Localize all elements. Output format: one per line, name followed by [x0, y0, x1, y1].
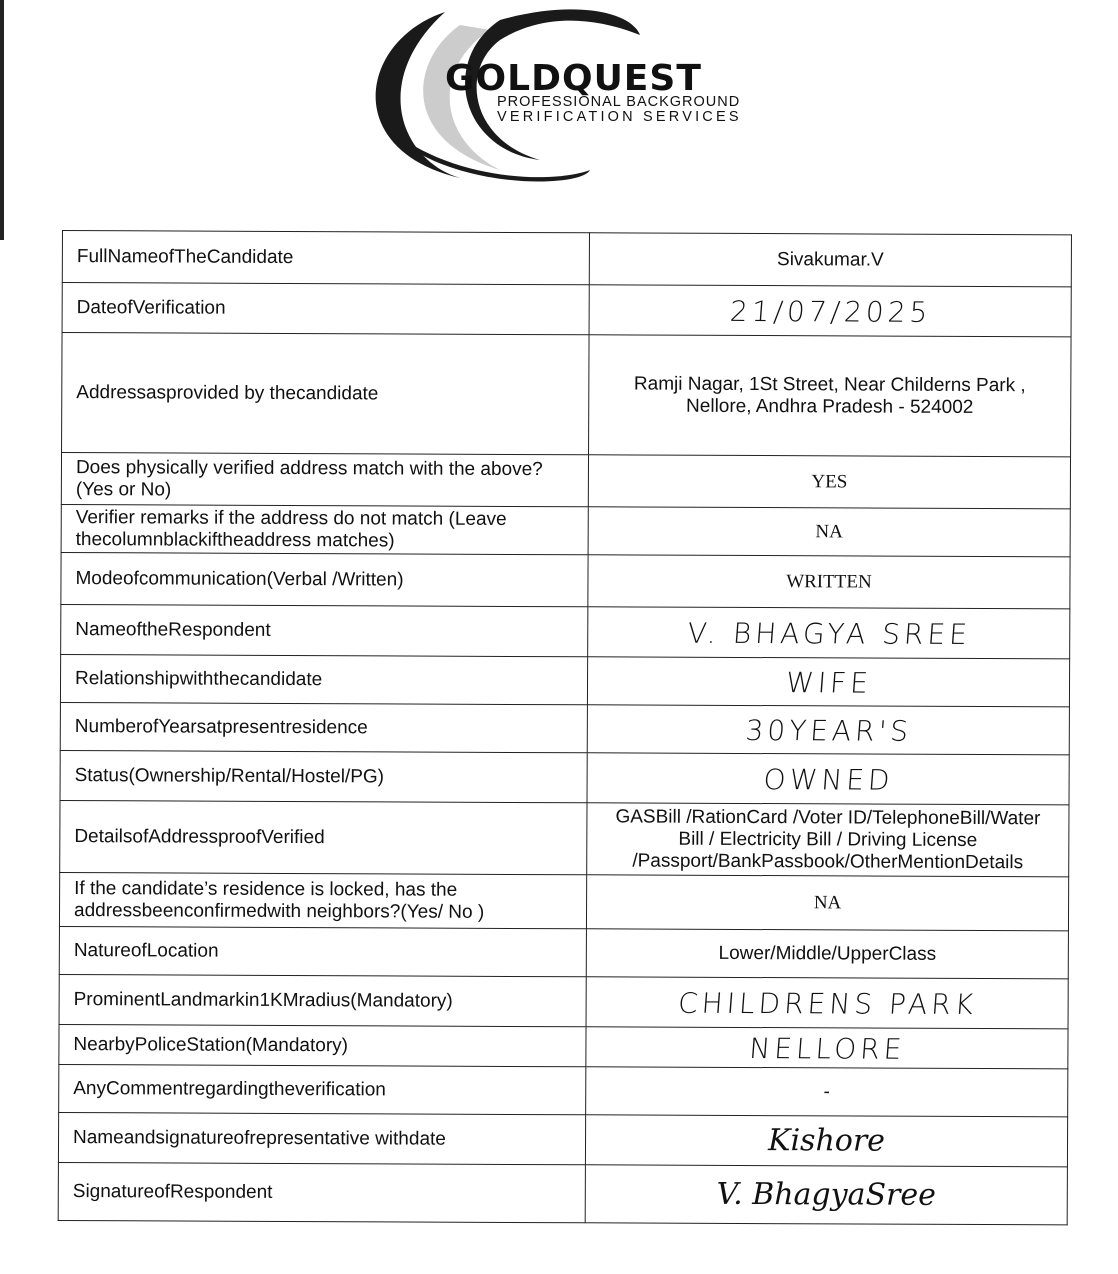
- field-value: -: [586, 1067, 1068, 1117]
- representative-signature: Kishore: [585, 1115, 1067, 1167]
- logo-tagline: VERIFICATION SERVICES: [497, 109, 742, 125]
- field-value: NA: [586, 875, 1068, 931]
- respondent-signature: V. BhagyaSree: [585, 1165, 1067, 1225]
- table-row: [59, 974, 1068, 1028]
- field-value: OWNED: [585, 753, 1071, 805]
- field-label: SignatureofRespondent: [58, 1162, 585, 1222]
- table-row: [62, 333, 1072, 457]
- field-label: NameoftheRespondent: [61, 604, 588, 656]
- table-row: [60, 800, 1069, 876]
- field-label: If the candidate’s residence is locked, has the addressbeenconfirmedwith neighbors?(Yes/ No ): [59, 872, 586, 928]
- field-label: Modeofcommunication(Verbal /Written): [61, 552, 588, 606]
- field-value: V. BHAGYA SREE: [586, 607, 1072, 659]
- table-row: [61, 604, 1070, 658]
- field-value: Sivakumar.V: [589, 233, 1071, 287]
- logo-brand: GOLDQUEST: [445, 58, 702, 99]
- goldquest-logo: [350, 0, 800, 190]
- table-row: [58, 1112, 1067, 1166]
- field-label: Nameandsignatureofrepresentative withdate: [58, 1112, 585, 1164]
- field-label: AnyCommentregardingtheverification: [59, 1064, 586, 1114]
- field-label: NatureofLocation: [59, 926, 586, 976]
- table-row: [59, 1024, 1068, 1068]
- field-value: 30YEAR'S: [586, 705, 1072, 755]
- table-row: [58, 1162, 1067, 1224]
- field-label: Relationshipwiththecandidate: [60, 654, 587, 704]
- field-value: NELLORE: [584, 1027, 1069, 1069]
- table-row: [61, 453, 1070, 509]
- field-label: ProminentLandmarkin1KMradius(Mandatory): [59, 974, 586, 1026]
- table-row: [59, 1064, 1068, 1116]
- field-value: Lower/Middle/UpperClass: [586, 929, 1068, 979]
- table-row: [61, 504, 1070, 556]
- field-label: Status(Ownership/Rental/Hostel/PG): [60, 750, 587, 802]
- field-label: Addressasprovided by thecandidate: [62, 333, 590, 455]
- field-label: DateofVerification: [62, 283, 589, 335]
- table-row: [59, 872, 1068, 930]
- table-row: [61, 552, 1070, 608]
- field-label: DetailsofAddressproofVerified: [60, 800, 587, 874]
- field-label: FullNameofTheCandidate: [62, 231, 589, 285]
- table-row: [62, 231, 1071, 287]
- field-value: WIFE: [586, 657, 1072, 707]
- table-row: [59, 926, 1068, 978]
- field-value: GASBill /RationCard /Voter ID/TelephoneBill/Water Bill / Electricity Bill / Driving License /Passport/BankPassbook/OtherMentionDetails: [587, 803, 1069, 877]
- table-row: [60, 654, 1069, 706]
- field-label: Does physically verified address match with the above?(Yes or No): [61, 453, 588, 507]
- field-label: NumberofYearsatpresentresidence: [60, 702, 587, 752]
- verification-table: [58, 230, 1072, 1225]
- field-value: WRITTEN: [588, 555, 1070, 609]
- field-label: NearbyPoliceStation(Mandatory): [59, 1024, 586, 1066]
- table-row: [60, 702, 1069, 754]
- field-value: Ramji Nagar, 1St Street, Near Childerns Park , Nellore, Andhra Pradesh - 524002: [589, 335, 1072, 457]
- field-label: Verifier remarks if the address do not match (Leave thecolumnblackiftheaddress matches): [61, 504, 588, 554]
- table-row: [62, 283, 1071, 337]
- field-value: YES: [588, 455, 1070, 509]
- logo-tagline: PROFESSIONAL BACKGROUND: [497, 94, 741, 110]
- table-row: [60, 750, 1069, 804]
- field-value: NA: [588, 507, 1070, 557]
- scan-edge: [0, 0, 4, 240]
- field-value: CHILDRENS PARK: [584, 977, 1070, 1029]
- field-value: 21/07/2025: [587, 285, 1073, 337]
